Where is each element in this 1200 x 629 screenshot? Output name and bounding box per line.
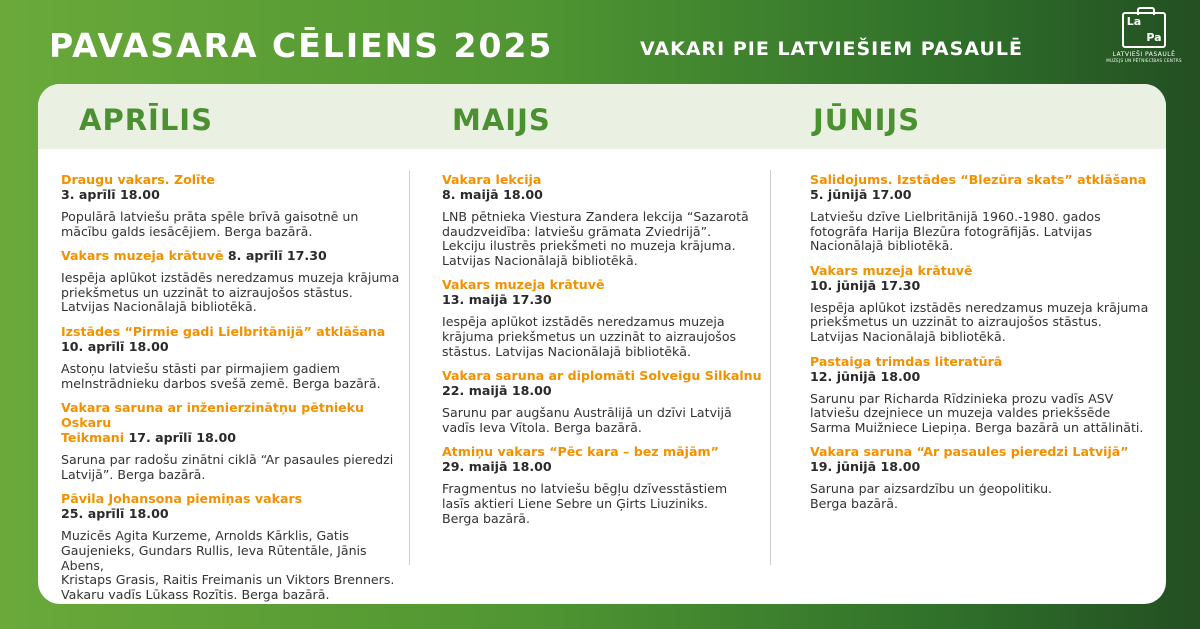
- event-title-continued: Teikmani 17. aprīlī 18.00: [61, 430, 237, 446]
- event-item: [61, 324, 401, 391]
- event-date: 29. maijā 18.00: [442, 459, 552, 475]
- event-date: 17. aprīlī 18.00: [124, 430, 237, 446]
- month-heading-may: MAIJS: [452, 103, 551, 137]
- event-description: Iespēja aplūkot izstādēs neredzamus muzeja krājuma priekšmetus un uzzināt to aizraujošos stāstus. Latvijas Nacionālajā bibliotēkā.: [810, 299, 1149, 344]
- event-item: [61, 248, 401, 315]
- event-date: 5. jūnijā 17.00: [810, 187, 912, 202]
- event-title: Izstādes “Pirmie gadi Lielbritānijā” atklāšana: [61, 323, 386, 339]
- event-item: [810, 172, 1155, 254]
- schedule-card: [38, 84, 1166, 604]
- event-item: [61, 491, 401, 602]
- event-title: Vakars muzeja krātuvē 8. aprīlī 17.30: [61, 248, 327, 264]
- lapa-logo: [1105, 12, 1183, 72]
- event-description: Saruna par aizsardzību un ģeopolitiku. Berga bazārā.: [810, 481, 1053, 511]
- event-item: [442, 277, 762, 359]
- event-date: 10. jūnijā 17.30: [810, 277, 921, 293]
- event-date: 25. aprīlī 18.00: [61, 506, 169, 522]
- event-description: Iespēja aplūkot izstādēs neredzamus muzeja krājuma priekšmetus un uzzināt to aizraujošos stāstus. Latvijas Nacionālajā bibliotēkā.: [61, 270, 400, 315]
- month-heading-june: JŪNIJS: [813, 103, 921, 137]
- event-item: [442, 368, 762, 435]
- column-divider: [409, 170, 410, 565]
- logo-caption: LATVIEŠI PASAULĒ: [1112, 51, 1176, 58]
- event-title: Vakara saruna ar inženierzinātņu pētnieku Oskaru: [61, 400, 365, 431]
- month-heading-april: APRĪLIS: [79, 103, 213, 137]
- column-april: [61, 172, 401, 604]
- event-description: Sarunu par Richarda Rīdzinieka prozu vadīs ASV latviešu dzejniece un muzeja valdes priekšsēde Sarma Muižniece Liepiņa. Berga bazārā un attālināti.: [810, 390, 1144, 435]
- event-title: Pastaiga trimdas literatūrā: [810, 353, 1003, 369]
- event-item: [61, 172, 401, 239]
- event-description: Populārā latviešu prāta spēle brīvā gaisotnē un mācību galds iesācējiem. Berga bazārā.: [61, 209, 359, 239]
- event-date: 8. maijā 18.00: [442, 187, 543, 202]
- event-description: Saruna par radošu zinātni ciklā “Ar pasaules pieredzi Latvijā”. Berga bazārā.: [61, 452, 394, 482]
- event-item: [810, 263, 1155, 345]
- event-item: [442, 444, 762, 526]
- event-item: [61, 400, 401, 482]
- event-description: Latviešu dzīve Lielbritānijā 1960.-1980. gados fotogrāfa Harija Blezūra fotogrāfijās. Latvijas Nacionālajā bibliotēkā.: [810, 209, 1101, 254]
- event-item: [810, 354, 1155, 436]
- column-divider: [770, 170, 771, 565]
- event-date: 8. aprīlī 17.30: [223, 248, 327, 264]
- event-item: [810, 444, 1155, 511]
- event-date: 12. jūnijā 18.00: [810, 368, 921, 384]
- event-description: Fragmentus no latviešu bēgļu dzīvesstāstiem lasīs aktieri Liene Sebre un Ģirts Liuziniks. Berga bazārā.: [442, 481, 728, 526]
- event-date: 13. maijā 17.30: [442, 292, 552, 308]
- event-title: Salidojums. Izstādes “Blezūra skats” atklāšana: [810, 172, 1147, 187]
- event-description: Iespēja aplūkot izstādēs neredzamus muzeja krājuma priekšmetus un uzzināt to aizraujošos stāstus. Latvijas Nacionālajā bibliotēkā.: [442, 314, 737, 359]
- column-june: [810, 172, 1155, 521]
- suitcase-icon: [1122, 12, 1166, 48]
- event-title: Pāvila Johansona piemiņas vakars: [61, 491, 303, 507]
- event-title: Vakara saruna “Ar pasaules pieredzi Latvijā”: [810, 444, 1129, 460]
- logo-letters-2: Pa: [1146, 31, 1162, 44]
- event-title: Vakars muzeja krātuvē: [442, 277, 605, 293]
- event-description: Astoņu latviešu stāsti par pirmajiem gadiem melnstrādnieku darbos svešā zemē. Berga bazārā.: [61, 360, 381, 391]
- event-title: Vakara lekcija: [442, 172, 542, 187]
- event-date: 19. jūnijā 18.00: [810, 459, 921, 475]
- page-title: PAVASARA CĒLIENS 2025: [49, 26, 554, 65]
- event-title: Vakars muzeja krātuvē: [810, 262, 973, 278]
- column-may: [442, 172, 762, 535]
- event-title: Vakara saruna ar diplomāti Solveigu Silkalnu: [442, 368, 762, 384]
- page-subtitle: VAKARI PIE LATVIEŠIEM PASAULĒ: [640, 38, 1023, 60]
- event-title: Draugu vakars. Zolīte: [61, 172, 215, 187]
- event-description: Sarunu par augšanu Austrālijā un dzīvi Latvijā vadīs Ieva Vītola. Berga bazārā.: [442, 405, 732, 435]
- logo-letters-1: La: [1126, 15, 1142, 28]
- logo-caption-secondary: MUZEJS UN PĒTNIECĪBAS CENTRS: [1106, 58, 1182, 63]
- event-date: 10. aprīlī 18.00: [61, 338, 169, 354]
- event-description: LNB pētnieka Viestura Zandera lekcija “Sazarotā daudzveidība: latviešu grāmata Zviedrijā”. Lekciju ilustrēs priekšmeti no muzeja krājuma. Latvijas Nacionālajā bibliotēkā.: [442, 209, 749, 268]
- event-description: Muzicēs Agita Kurzeme, Arnolds Kārklis, Gatis Gaujenieks, Gundars Rullis, Ieva Rūtentāle, Jānis Abens, Kristaps Grasis, Raitis Freimanis un Viktors Brenners. Vakaru vadīs Lūkass Rozītis. Berga bazārā.: [61, 528, 395, 602]
- event-item: [442, 172, 762, 268]
- event-date: 3. aprīlī 18.00: [61, 187, 160, 202]
- event-date: 22. maijā 18.00: [442, 383, 552, 399]
- event-title: Atmiņu vakars “Pēc kara – bez mājām”: [442, 444, 719, 460]
